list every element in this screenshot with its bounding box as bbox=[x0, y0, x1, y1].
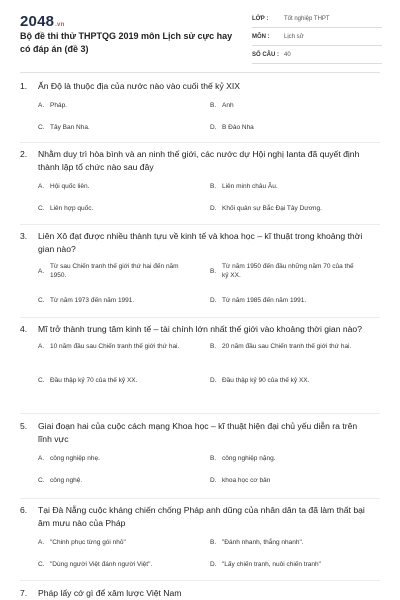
option-c[interactable]: C. công nghệ. bbox=[38, 477, 83, 484]
site-logo[interactable]: 2048.vn bbox=[20, 13, 65, 30]
meta-row-count bbox=[252, 46, 382, 64]
option-b[interactable]: B. "Đánh nhanh, thắng nhanh". bbox=[210, 539, 304, 546]
option-b[interactable]: B. Liên minh châu Âu. bbox=[210, 183, 278, 190]
option-a[interactable]: A. Hội quốc liên. bbox=[38, 183, 90, 190]
question-1 bbox=[20, 80, 380, 131]
option-b[interactable]: B. Anh bbox=[210, 102, 234, 109]
question-number: 3. bbox=[20, 231, 28, 241]
question-divider bbox=[20, 317, 380, 318]
question-5 bbox=[20, 420, 380, 484]
option-a[interactable]: A. Pháp. bbox=[38, 102, 67, 109]
meta-value: Lịch sử bbox=[284, 33, 304, 40]
document-title: Bộ đề thi thử THPTQG 2019 môn Lịch sử cực hay có đáp án (đề 3) bbox=[20, 31, 233, 54]
question-3 bbox=[20, 230, 380, 304]
page-header bbox=[0, 0, 400, 72]
question-divider bbox=[20, 580, 380, 581]
option-a[interactable]: A. "Chinh phục từng gói nhỏ" bbox=[38, 539, 126, 546]
meta-value: 40 bbox=[284, 51, 291, 58]
option-b[interactable]: B. 20 năm đầu sau Chiến tranh thế giới thứ hai. bbox=[210, 343, 352, 350]
question-number: 1. bbox=[20, 81, 28, 91]
option-a[interactable]: A. Từ sau Chiến tranh thế giới thứ hai đến năm 1950. bbox=[38, 263, 179, 279]
option-d[interactable]: D. Đầu thập kỷ 90 của thế kỷ XX. bbox=[210, 377, 310, 384]
option-d[interactable]: D. Từ năm 1985 đến năm 1991. bbox=[210, 297, 307, 304]
option-d[interactable]: D. B Đào Nha bbox=[210, 124, 254, 131]
question-text: Ấn Độ là thuộc địa của nước nào vào cuối thế kỷ XIX bbox=[38, 81, 240, 91]
option-c[interactable]: C. "Dùng người Việt đánh người Việt". bbox=[38, 561, 153, 568]
question-divider bbox=[20, 142, 380, 143]
option-a[interactable]: A. công nghiệp nhẹ. bbox=[38, 455, 100, 462]
option-a[interactable]: A. 10 năm đầu sau Chiến tranh thế giới thứ hai. bbox=[38, 343, 180, 350]
meta-row-subject bbox=[252, 28, 382, 46]
document-meta bbox=[252, 10, 382, 64]
option-c[interactable]: C. Từ năm 1973 đến năm 1991. bbox=[38, 297, 135, 304]
question-number: 4. bbox=[20, 324, 28, 334]
question-number: 7. bbox=[20, 588, 28, 598]
option-c[interactable]: C. Tây Ban Nha. bbox=[38, 124, 90, 131]
question-divider bbox=[20, 413, 380, 414]
meta-label: SỐ CÂU : bbox=[252, 51, 279, 58]
question-divider bbox=[20, 224, 380, 225]
option-d[interactable]: D. Khối quân sự Bắc Đại Tây Dương. bbox=[210, 205, 322, 212]
question-text: Tại Đà Nẵng cuộc kháng chiến chống Pháp anh dũng của nhân dân ta đã làm thất bại âm mưu nào của Pháp bbox=[38, 505, 365, 528]
option-b[interactable]: B. công nghiệp nặng. bbox=[210, 455, 276, 462]
option-c[interactable]: C. Đầu thập kỷ 70 của thế kỷ XX. bbox=[38, 377, 138, 384]
option-c[interactable]: C. Liên hợp quốc. bbox=[38, 205, 94, 212]
option-b[interactable]: B. Từ năm 1950 đến đầu những năm 70 của thế kỷ XX. bbox=[210, 263, 354, 279]
question-4 bbox=[20, 323, 380, 384]
question-number: 2. bbox=[20, 149, 28, 159]
question-6 bbox=[20, 504, 380, 568]
question-2 bbox=[20, 148, 380, 212]
question-divider bbox=[20, 498, 380, 499]
option-d[interactable]: D. "Lấy chiến tranh, nuôi chiến tranh" bbox=[210, 561, 321, 568]
question-7 bbox=[20, 587, 380, 600]
question-text: Pháp lấy cớ gì để xâm lược Việt Nam bbox=[38, 588, 182, 598]
question-number: 6. bbox=[20, 505, 28, 515]
question-text: Mĩ trở thành trung tâm kinh tế – tài chính lớn nhất thế giới vào khoảng thời gian nào? bbox=[38, 324, 362, 334]
meta-value: Tốt nghiệp THPT bbox=[284, 15, 330, 22]
question-text: Giai đoạn hai của cuộc cách mạng Khoa học – kĩ thuật hiện đại chủ yếu diễn ra trên lĩnh vực bbox=[38, 421, 358, 444]
header-divider bbox=[20, 72, 380, 73]
meta-row-class bbox=[252, 10, 382, 28]
meta-label: LỚP : bbox=[252, 15, 269, 22]
question-text: Liên Xô đạt được nhiều thành tựu về kinh tế và khoa học – kĩ thuật trong khoảng thời gian nào? bbox=[38, 231, 363, 254]
meta-label: MÔN : bbox=[252, 33, 270, 40]
question-text: Nhằm duy trì hòa bình và an ninh thế giới, các nước dự Hội nghị Ianta đã quyết định thành lập tổ chức nào sau đây bbox=[38, 149, 360, 172]
question-number: 5. bbox=[20, 421, 28, 431]
option-d[interactable]: D. khoa học cơ bản bbox=[210, 477, 271, 484]
